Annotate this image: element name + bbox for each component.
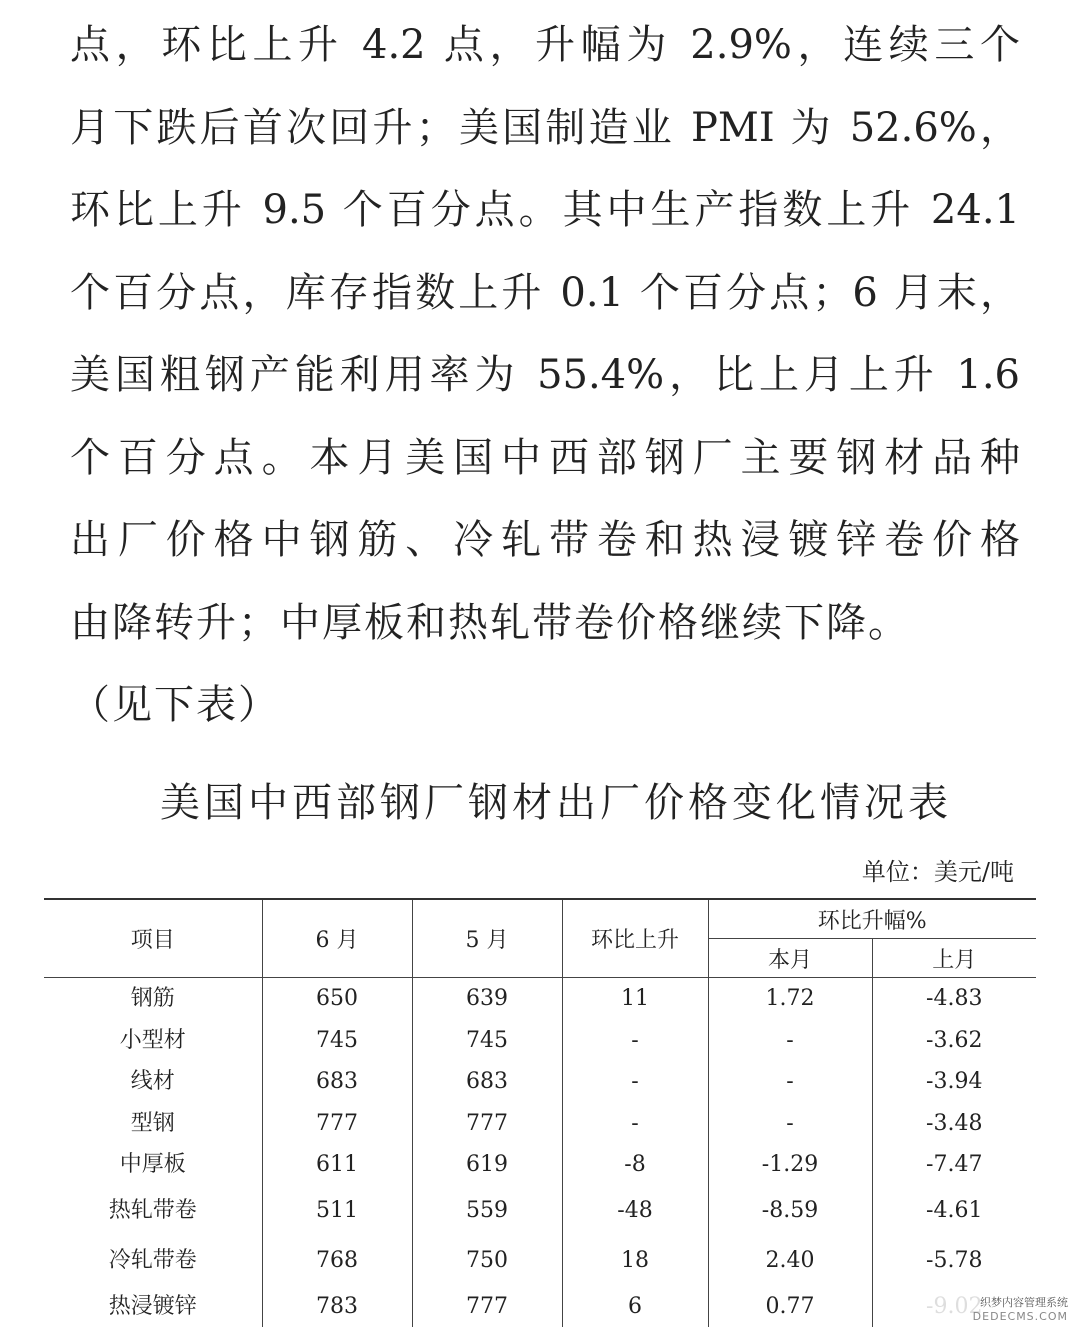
body-paragraph	[70, 4, 1020, 747]
cell-last-month: -7.47	[872, 1144, 1036, 1186]
cell-mom-rise: 18	[562, 1236, 708, 1286]
cell-item: 冷轧带卷	[108, 1247, 197, 1273]
cell-may: 619	[412, 1144, 562, 1186]
watermark	[918, 1296, 1068, 1330]
header-item: 项目	[44, 899, 262, 978]
table-row	[44, 1286, 1036, 1328]
paragraph-line: 个百分点。本月美国中西部钢厂主要钢材品种	[70, 434, 1020, 481]
cell-item: 中厚板	[119, 1152, 186, 1177]
watermark-text: 织梦内容管理系统	[980, 1296, 1068, 1309]
cell-this-month: 2.40	[708, 1236, 872, 1286]
header-mom-rise: 环比上升	[562, 899, 708, 978]
cell-item: 钢筋	[130, 986, 175, 1011]
cell-last-month: -5.78	[872, 1236, 1036, 1286]
price-table	[44, 898, 1036, 1327]
cell-june: 745	[262, 1020, 412, 1062]
cell-may: 639	[412, 978, 562, 1020]
cell-item: 热轧带卷	[108, 1197, 197, 1223]
cell-june: 777	[262, 1103, 412, 1145]
header-june: 6 月	[262, 899, 412, 978]
cell-item: 小型材	[119, 1027, 186, 1053]
cell-last-month: -3.62	[872, 1020, 1036, 1062]
paragraph-line: 个百分点，库存指数上升 0.1 个百分点；6 月末，	[70, 269, 1020, 316]
cell-item: 热浸镀锌	[108, 1293, 197, 1319]
cell-may: 683	[412, 1061, 562, 1103]
cell-mom-rise: -	[562, 1061, 708, 1103]
cell-june: 511	[262, 1186, 412, 1236]
cell-mom-rise: -	[562, 1103, 708, 1145]
header-may: 5 月	[412, 899, 562, 978]
table-row	[44, 1020, 1036, 1062]
header-last-month: 上月	[872, 939, 1036, 978]
paragraph-line: 点，环比上升 4.2 点，升幅为 2.9%，连续三个	[70, 22, 1020, 68]
cell-june: 650	[262, 978, 412, 1020]
cell-mom-rise: -	[562, 1020, 708, 1062]
table-row	[44, 1236, 1036, 1286]
cell-this-month: -8.59	[708, 1186, 872, 1236]
cell-june: 783	[262, 1286, 412, 1328]
table-row	[44, 1186, 1036, 1236]
paragraph-line: 美国粗钢产能利用率为 55.4%，比上月上升 1.6	[70, 352, 1020, 398]
cell-may: 777	[412, 1286, 562, 1328]
table-row	[44, 1103, 1036, 1145]
cell-mom-rise: 6	[562, 1286, 708, 1328]
cell-may: 559	[412, 1186, 562, 1236]
cell-june: 683	[262, 1061, 412, 1103]
paragraph-line: 月下跌后首次回升；美国制造业 PMI 为 52.6%，	[70, 104, 1020, 151]
table-row	[44, 978, 1036, 1020]
cell-may: 777	[412, 1103, 562, 1145]
cell-june: 768	[262, 1236, 412, 1286]
paragraph-line: （见下表）	[70, 682, 280, 728]
unit-label: 单位：美元/吨	[861, 858, 1014, 886]
header-this-month: 本月	[708, 939, 872, 978]
cell-mom-rise: -8	[562, 1144, 708, 1186]
cell-june: 611	[262, 1144, 412, 1186]
paragraph-line: 由降转升；中厚板和热轧带卷价格继续下降。	[70, 599, 910, 646]
cell-may: 745	[412, 1020, 562, 1062]
cell-mom-rise: -48	[562, 1186, 708, 1236]
cell-may: 750	[412, 1236, 562, 1286]
cell-item: 型钢	[130, 1110, 175, 1136]
cell-this-month: -	[708, 1061, 872, 1103]
cell-last-month: -3.94	[872, 1061, 1036, 1103]
table-row	[44, 1144, 1036, 1186]
paragraph-line: 出厂价格中钢筋、冷轧带卷和热浸镀锌卷价格	[70, 517, 1020, 563]
cell-this-month: -	[708, 1103, 872, 1145]
cell-this-month: -	[708, 1020, 872, 1062]
watermark-url: DEDECMS.COM	[972, 1310, 1068, 1323]
cell-item: 线材	[130, 1069, 175, 1094]
cell-last-month: -4.61	[872, 1186, 1036, 1236]
table-title: 美国中西部钢厂钢材出厂价格变化情况表	[160, 780, 952, 826]
cell-last-month: -3.48	[872, 1103, 1036, 1145]
header-mom-pct: 环比升幅%	[708, 899, 1036, 939]
cell-this-month: 1.72	[708, 978, 872, 1020]
cell-mom-rise: 11	[562, 978, 708, 1020]
paragraph-line: 环比上升 9.5 个百分点。其中生产指数上升 24.1	[70, 187, 1020, 233]
table-row	[44, 1061, 1036, 1103]
cell-this-month: 0.77	[708, 1286, 872, 1328]
cell-this-month: -1.29	[708, 1144, 872, 1186]
cell-last-month: -4.83	[872, 978, 1036, 1020]
